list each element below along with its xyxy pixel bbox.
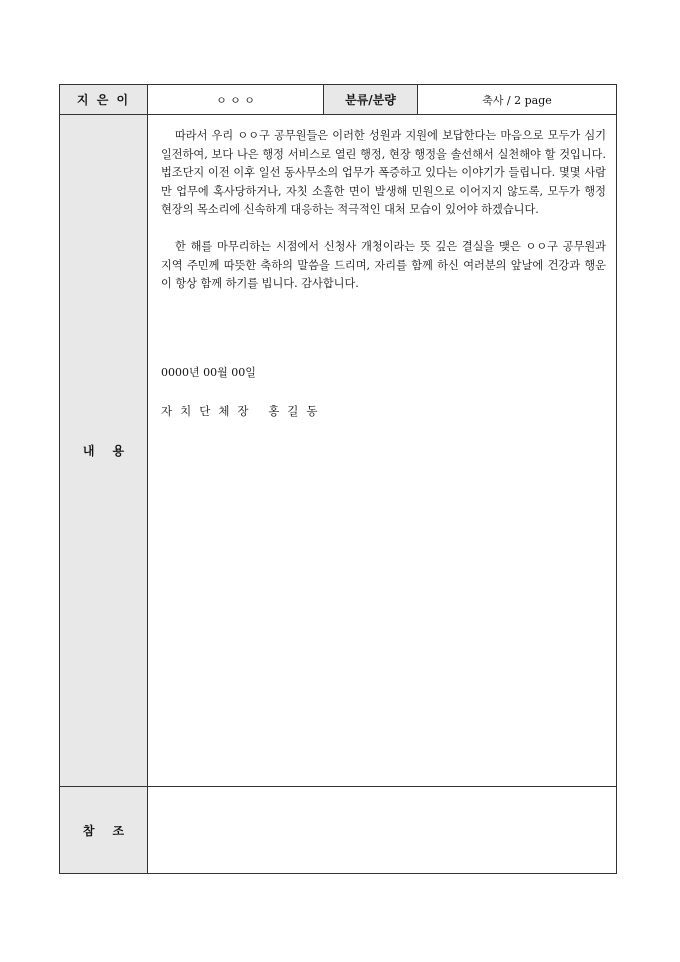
author-label: 지 은 이 [60,85,148,115]
signature-line: 자치단체장 홍길동 [161,404,326,419]
category-value: 축사 / 2 page [418,85,617,115]
content-label-cell [60,115,148,787]
content-cell [148,115,617,787]
category-label: 분류/분량 [324,85,418,115]
document-form-table [59,84,617,874]
content-label: 내용 [82,444,143,458]
reference-label: 참조 [82,823,143,838]
paragraph-2: 한 해를 마무리하는 시점에서 신청사 개청이라는 뜻 깊은 결실을 맺은 ㅇㅇ구 공무원과 지역 주민께 따뜻한 축하의 말씀을 드리며, 자리를 함께 하신 여러분의 앞날에 건강과 행운이 항상 함께 하기를 빕니다. 감사합니다. [161,239,606,291]
date-line: 0000년 00월 00일 [161,365,256,379]
content-row [60,115,617,787]
header-row [60,85,617,115]
content-body [148,115,616,421]
author-value: ㅇ ㅇ ㅇ [148,85,324,115]
reference-cell [148,787,617,874]
reference-row [60,787,617,874]
reference-label-cell [60,787,148,874]
paragraph-1: 따라서 우리 ㅇㅇ구 공무원들은 이러한 성원과 지원에 보답한다는 마음으로 모두가 심기일전하여, 보다 나은 행정 서비스로 열린 행정, 현장 행정을 솔선해서 실천해야 할 것입니다. 법조단지 이전 이후 일선 동사무소의 업무가 폭증하고 있다는 이야기가 들립니다. 몇몇 사람만 업무에 혹사당하거나, 자칫 소홀한 면이 발생해 민원으로 이어지지 않도록, 모두가 행정 현장의 목소리에 신속하게 대응하는 적극적인 대처 모습이 있어야 하겠습니다. [161,129,606,217]
